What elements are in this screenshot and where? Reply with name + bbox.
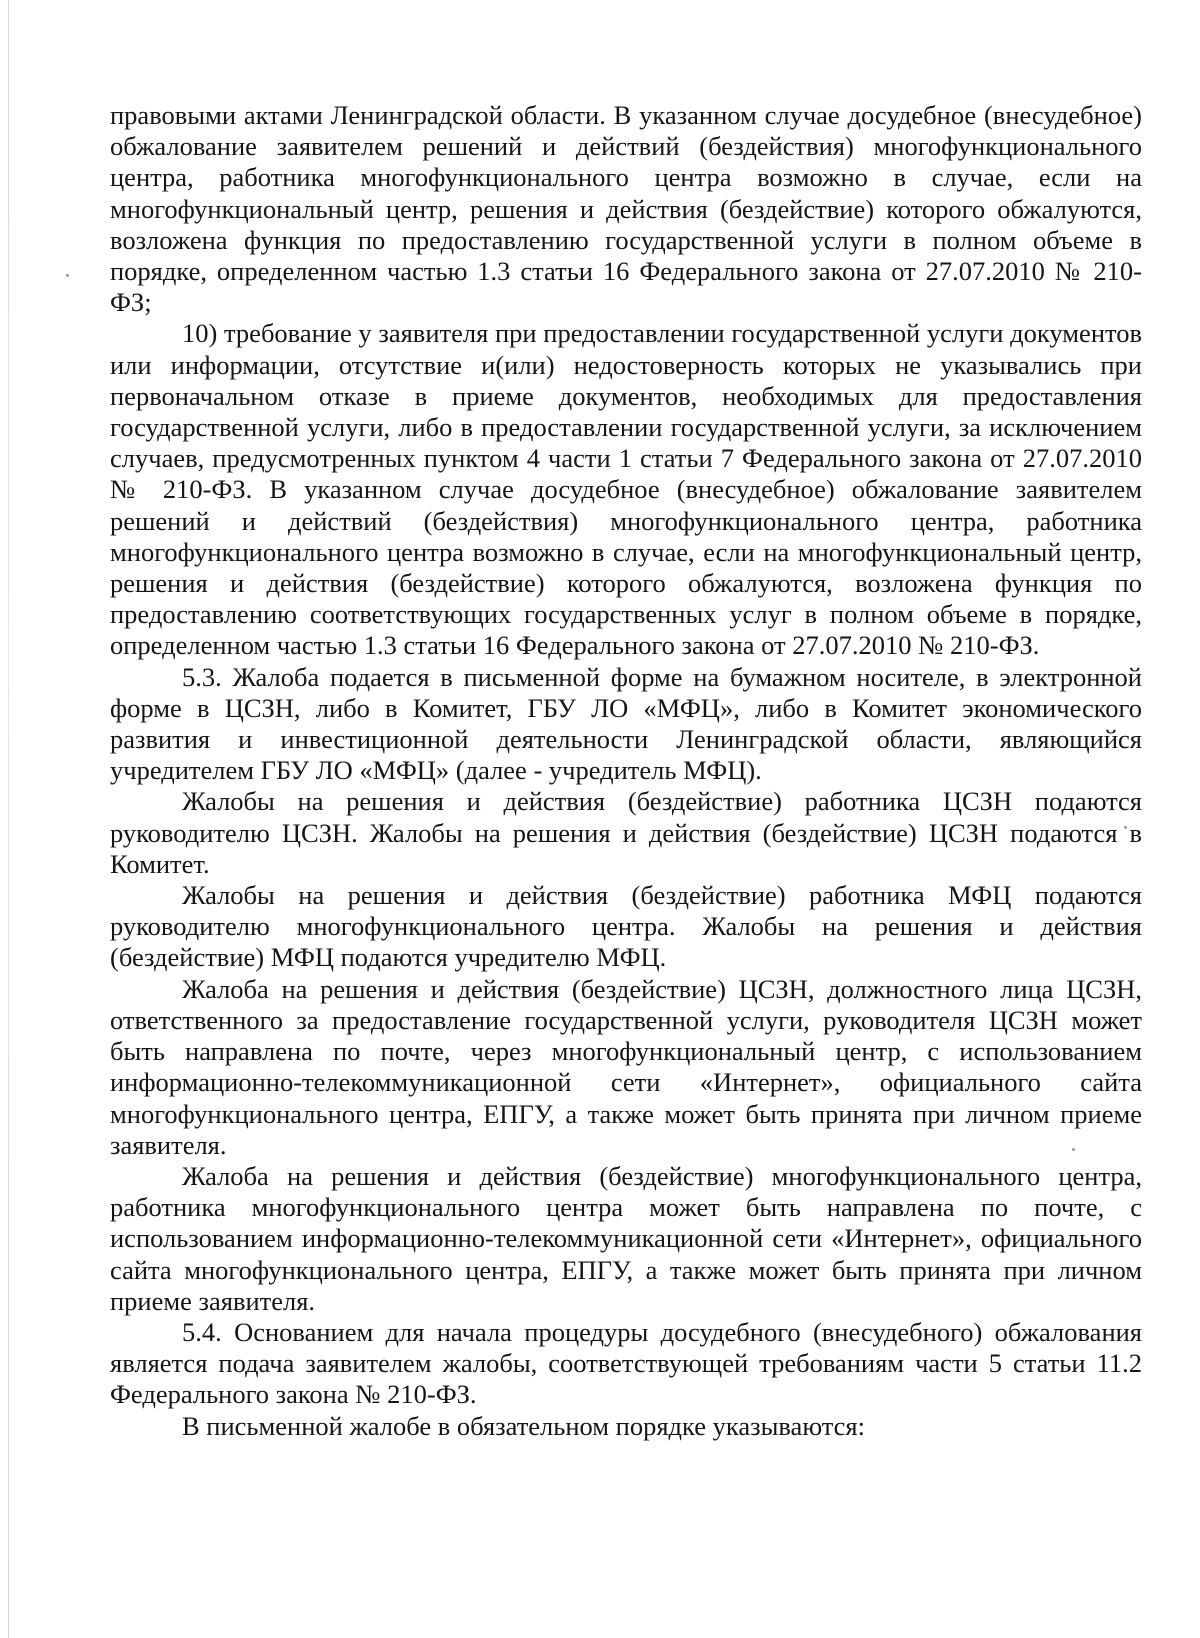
document-page bbox=[110, 100, 1142, 1442]
scan-page-edge bbox=[8, 0, 9, 1638]
paragraph-complaints-cszn: Жалобы на решения и действия (бездействие) работника ЦСЗН подаются руководителю ЦСЗН. Жалобы на решения и действия (бездействие) ЦСЗН подаются в Комитет. bbox=[110, 786, 1142, 879]
paragraph-complaints-mfc: Жалобы на решения и действия (бездействие) работника МФЦ подаются руководителю многофункционального центра. Жалобы на решения и действия (бездействие) МФЦ подаются учредителю МФЦ. bbox=[110, 880, 1142, 973]
paragraph-item-10: 10) требование у заявителя при предоставлении государственной услуги документов или информации, отсутствие и(или) недостоверность которых не указывались при первоначальном отказе в приеме документов, необходимых для предоставления государственной услуги, либо в предоставлении государственной услуги, за исключением случаев, предусмотренных пунктом 4 части 1 статьи 7 Федерального закона от 27.07.2010 № 210-ФЗ. В указанном случае досудебное (внесудебное) обжалование заявителем решений и действий (бездействия) многофункционального центра, работника многофункционального центра возможно в случае, если на многофункциональный центр, решения и действия (бездействие) которого обжалуются, возложена функция по предоставлению соответствующих государственных услуг в полном объеме в порядке, определенном частью 1.3 статьи 16 Федерального закона от 27.07.2010 № 210-ФЗ. bbox=[110, 318, 1142, 661]
paragraph-5-4: 5.4. Основанием для начала процедуры досудебного (внесудебного) обжалования является подача заявителем жалобы, соответствующей требованиям части 5 статьи 11.2 Федерального закона № 210-ФЗ. bbox=[110, 1316, 1142, 1410]
paragraph-complaint-mfc-channels: Жалоба на решения и действия (бездействие) многофункционального центра, работника многофункционального центра может быть направлена по почте, с использованием информационно-телекоммуникационной сети «Интернет», официального сайта многофункционального центра, ЕПГУ, а также может быть принята при личном приеме заявителя. bbox=[110, 1160, 1142, 1316]
scan-speck bbox=[66, 274, 69, 277]
paragraph-complaint-cszn-channels: Жалоба на решения и действия (бездействие) ЦСЗН, должностного лица ЦСЗН, ответственного за предоставление государственной услуги, руководителя ЦСЗН может быть направлена по почте, через многофункциональный центр, с использованием информационно-телекоммуникационной сети «Интернет», официального сайта многофункционального центра, ЕПГУ, а также может быть принята при личном приеме заявителя. bbox=[110, 973, 1142, 1160]
paragraph-written-complaint: В письменной жалобе в обязательном порядке указываются: bbox=[182, 1410, 865, 1441]
paragraph-5-3: 5.3. Жалоба подается в письменной форме на бумажном носителе, в электронной форме в ЦСЗН, либо в Комитет, ГБУ ЛО «МФЦ», либо в Комитет экономического развития и инвестиционной деятельности Ленинградской области, являющийся учредителем ГБУ ЛО «МФЦ» (далее - учредитель МФЦ). bbox=[110, 661, 1142, 786]
paragraph-continuation: правовыми актами Ленинградской области. В указанном случае досудебное (внесудебное) обжалование заявителем решений и действий (бездействия) многофункционального центра, работника многофункционального центра возможно в случае, если на многофункциональный центр, решения и действия (бездействие) которого обжалуются, возложена функция по предоставлению государственной услуги в полном объеме в порядке, определенном частью 1.3 статьи 16 Федерального закона от 27.07.2010 № 210-ФЗ; bbox=[110, 100, 1142, 318]
